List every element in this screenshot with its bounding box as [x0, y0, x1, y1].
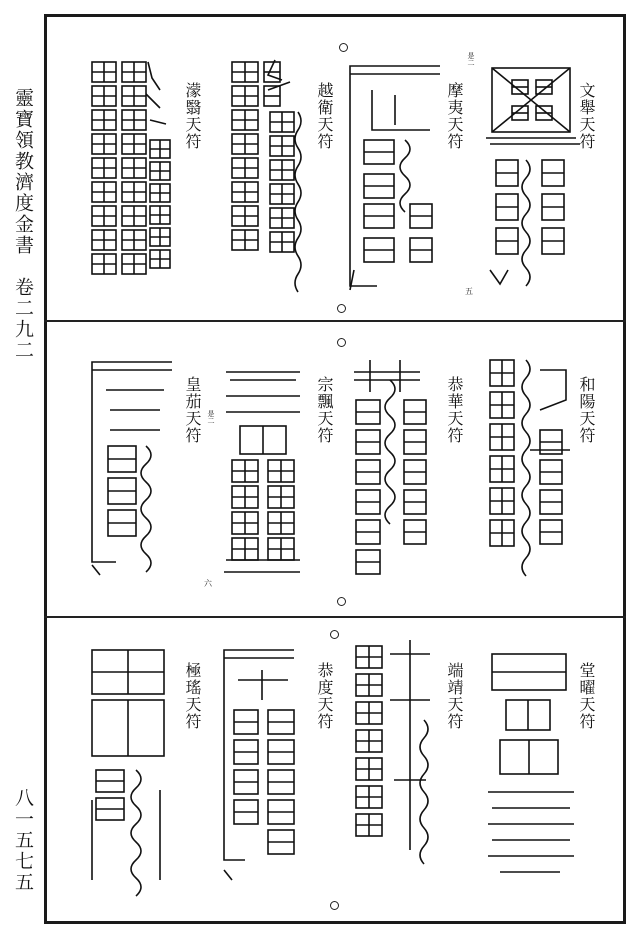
talisman-label: 越衛天符 — [315, 82, 334, 150]
talisman-label: 文舉天符 — [577, 82, 596, 150]
talisman-label: 恭華天符 — [445, 376, 464, 444]
book-title: 靈寶領教濟度金書 卷二九二 — [12, 88, 34, 361]
annotation-mark: 六 — [204, 579, 212, 588]
annotation-mark: 是二 — [207, 410, 215, 424]
annotation-mark: 五 — [465, 287, 473, 296]
talisman-label: 堂曜天符 — [577, 662, 596, 730]
talisman-label: 宗飄天符 — [315, 376, 334, 444]
talisman-label: 極瑤天符 — [183, 662, 202, 730]
talisman-label: 恭度天符 — [315, 662, 334, 730]
talisman-label: 濛翳天符 — [183, 82, 202, 150]
talisman-label: 端靖天符 — [445, 662, 464, 730]
talisman-glyphs-panel-2 — [92, 360, 570, 576]
talisman-glyphs-panel-1 — [92, 60, 580, 292]
talisman-label: 皇茄天符 — [183, 376, 202, 444]
talisman-glyphs-panel-3 — [92, 640, 574, 896]
talisman-label: 和陽天符 — [577, 376, 596, 444]
talisman-label: 摩夷天符 — [445, 82, 464, 150]
page-number: 八一五七五 — [12, 788, 34, 893]
annotation-mark: 是二 — [467, 52, 475, 66]
